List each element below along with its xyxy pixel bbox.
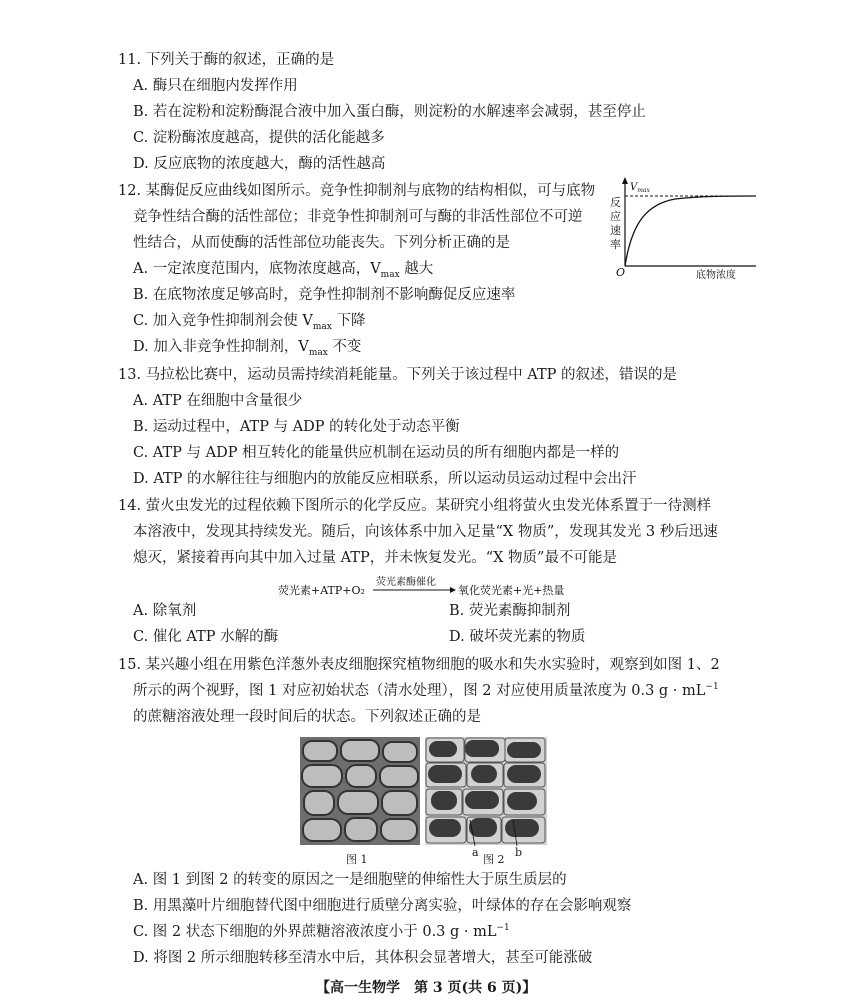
figure-1-caption: 图 1 [346, 853, 368, 866]
enzyme-rate-graph [600, 176, 760, 284]
q11-option-a: A. 酶只在细胞内发挥作用 [133, 78, 298, 94]
graph-origin-label: O [616, 266, 626, 279]
q14-option-c: C. 催化 ATP 水解的酶 [133, 629, 279, 645]
graph-vmax-label: $V_{max}$ [630, 182, 650, 194]
q12-option-a: A. 一定浓度范围内，底物浓度越高，$V_{max}$ 越大 [133, 261, 434, 280]
q13-option-c: C. ATP 与 ADP 相互转化的能量供应机制在运动员的所有细胞内都是一样的 [133, 445, 620, 461]
q12-option-d: D. 加入非竞争性抑制剂，$V_{max}$ 不变 [133, 339, 362, 358]
q13-stem: 13. 马拉松比赛中，运动员需持续消耗能量。下列关于该过程中 ATP 的叙述，错误的是 [118, 367, 677, 383]
q12-option-b: B. 在底物浓度足够高时，竞争性抑制剂不影响酶促反应速率 [133, 287, 516, 303]
graph-rate-curve [625, 196, 756, 266]
q13-option-a: A. ATP 在细胞中含量很少 [133, 393, 303, 409]
q15-option-b: B. 用黑藻叶片细胞替代图中细胞进行质壁分离实验，叶绿体的存在会影响观察 [133, 898, 632, 914]
micrograph-figure-1 [300, 737, 420, 845]
graph-y-label-3: 速 [610, 224, 621, 237]
q11-stem: 11. 下列关于酶的叙述，正确的是 [118, 52, 335, 68]
q11-option-c: C. 淀粉酶浓度越高，提供的活化能越多 [133, 130, 385, 146]
equation-reactants: 荧光素+ATP+O₂ [278, 584, 365, 597]
graph-y-label-2: 应 [610, 210, 621, 223]
figure-2-caption: 图 2 [483, 853, 505, 866]
q14-stem-line1: 14. 萤火虫发光的过程依赖下图所示的化学反应。某研究小组将萤火虫发光体系置于一待测样 [118, 498, 712, 514]
q12-stem-line2: 竞争性结合酶的活性部位；非竞争性抑制剂可与酶的非活性部位不可逆 [133, 209, 583, 225]
q14-option-d: D. 破坏荧光素的物质 [449, 629, 586, 645]
graph-x-label: 底物浓度 [696, 270, 736, 281]
q12-stem-line1: 12. 某酶促反应曲线如图所示。竞争性抑制剂与底物的结构相似，可与底物 [118, 183, 596, 199]
q13-option-b: B. 运动过程中，ATP 与 ADP 的转化处于动态平衡 [133, 419, 460, 435]
graph-y-arrow [622, 177, 628, 184]
q12-option-c: C. 加入竞争性抑制剂会使 $V_{max}$ 下降 [133, 313, 366, 332]
equation-catalyst: 荧光素酶催化 [376, 577, 436, 588]
q15-stem-line3: 的蔗糖溶液处理一段时间后的状态。下列叙述正确的是 [133, 709, 481, 725]
q14-option-a: A. 除氧剂 [133, 603, 197, 619]
luciferase-reaction-equation [278, 574, 598, 604]
q15-option-c: C. 图 2 状态下细胞的外界蔗糖溶液浓度小于 0.3 $g \cdot mL^{-1}$ [133, 923, 510, 940]
q13-option-d: D. ATP 的水解往往与细胞内的放能反应相联系，所以运动员运动过程中会出汗 [133, 471, 637, 487]
q14-option-b: B. 荧光素酶抑制剂 [449, 603, 571, 619]
q14-stem-line2: 本溶液中，发现其持续发光。随后，向该体系中加入足量“X 物质”，发现其发光 3 秒后迅速 [133, 524, 718, 540]
q11-option-b: B. 若在淀粉和淀粉酶混合液中加入蛋白酶，则淀粉的水解速率会减弱，甚至停止 [133, 104, 646, 120]
label-b: b [515, 846, 523, 859]
q15-option-a: A. 图 1 到图 2 的转变的原因之一是细胞壁的伸缩性大于原生质层的 [133, 872, 567, 888]
graph-y-label-1: 反 [610, 196, 621, 209]
q11-option-d: D. 反应底物的浓度越大，酶的活性越高 [133, 156, 386, 172]
equation-products: 氧化荧光素+光+热量 [458, 584, 565, 597]
label-a: a [472, 846, 479, 859]
q15-stem-line2: 所示的两个视野，图 1 对应初始状态（清水处理），图 2 对应使用质量浓度为 0.3 $g \cdot mL^{-1}$ [133, 682, 719, 699]
q15-stem-line1: 15. 某兴趣小组在用紫色洋葱外表皮细胞探究植物细胞的吸水和失水实验时，观察到如图 1、2 [118, 657, 720, 673]
graph-y-label-4: 率 [610, 238, 621, 251]
page-footer: 【高一生物学 第 3 页(共 6 页)】 [316, 980, 537, 996]
q15-option-d: D. 将图 2 所示细胞转移至清水中后，其体积会显著增大，甚至可能涨破 [133, 950, 593, 966]
q14-stem-line3: 熄灭，紧接着再向其中加入过量 ATP，并未恢复发光。“X 物质”最不可能是 [133, 550, 617, 566]
q12-stem-line3: 性结合，从而使酶的活性部位功能丧失。下列分析正确的是 [133, 235, 510, 251]
equation-arrow-head [450, 587, 456, 593]
